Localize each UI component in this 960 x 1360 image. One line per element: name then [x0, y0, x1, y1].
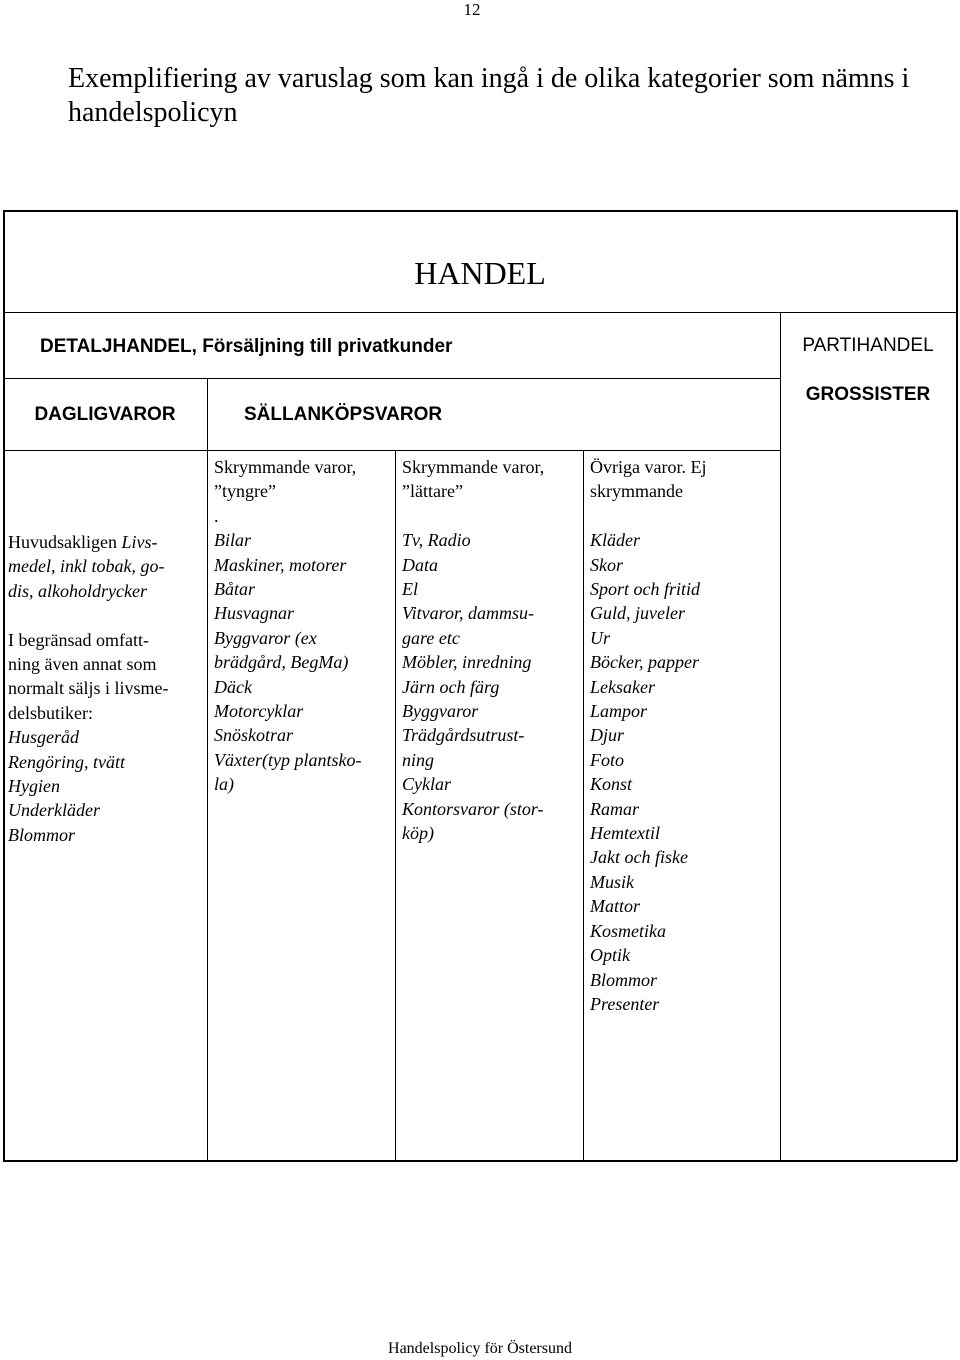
- ovriga-item: Kosmetika: [590, 920, 666, 941]
- tyngre-header-line: Skrymmande varor,: [214, 457, 357, 477]
- tyngre-item: brädgård, BegMa): [214, 652, 349, 673]
- ovriga-header-line: skrymmande: [590, 481, 683, 502]
- lattare-item: Data: [402, 554, 438, 575]
- ovriga-item: Böcker, papper: [590, 652, 699, 673]
- ovriga-item: Blommor: [590, 969, 657, 990]
- lattare-item: Järn och färg: [402, 676, 500, 697]
- dagligvaror-line: medel, inkl tobak, go-: [8, 556, 165, 577]
- dagligvaror-item: Underkläder: [8, 800, 100, 821]
- tyngre-item: Motorcyklar: [214, 701, 304, 722]
- ovriga-header-line: Övriga varor. Ej: [590, 457, 707, 477]
- dagligvaror-line: [8, 530, 204, 554]
- ovriga-item: Optik: [590, 945, 630, 966]
- dagligvaror-item: Husgeråd: [8, 727, 79, 748]
- ovriga-item: Konst: [590, 774, 633, 795]
- lattare-item: Cyklar: [402, 774, 451, 795]
- ovriga-item: Djur: [590, 725, 625, 746]
- lattare-item: Tv, Radio: [402, 530, 471, 551]
- page-number: 12: [463, 0, 481, 19]
- header-dagligvaror: DAGLIGVAROR: [34, 404, 176, 425]
- tyngre-item: Båtar: [214, 579, 256, 600]
- ovriga-item: Kläder: [590, 530, 641, 551]
- ovriga-item: Leksaker: [590, 676, 655, 697]
- lattare-item: Kontorsvaror (stor-: [402, 798, 544, 819]
- lattare-header-line: Skrymmande varor,: [402, 457, 545, 477]
- lattare-item: Byggvaror: [402, 701, 479, 722]
- tyngre-item: Bilar: [214, 530, 252, 551]
- lattare-header-line: ”lättare”: [402, 481, 463, 502]
- tyngre-item: Maskiner, motorer: [214, 554, 347, 575]
- lattare-cell: [402, 455, 582, 845]
- ovriga-item: Mattor: [590, 896, 641, 917]
- lattare-item: köp): [402, 823, 434, 844]
- dagligvaror-item: Blommor: [8, 824, 75, 845]
- ovriga-item: Jakt och fiske: [590, 847, 688, 868]
- tyngre-cell: [214, 455, 394, 797]
- dagligvaror-line: I begränsad omfatt-: [8, 629, 149, 650]
- tyngre-item: Byggvaror (ex: [214, 627, 317, 648]
- tyngre-item: Husvagnar: [214, 603, 294, 624]
- header-grossister: GROSSISTER: [805, 384, 931, 405]
- dagligvaror-text: Huvudsakligen: [8, 532, 122, 552]
- header-detaljhandel: DETALJHANDEL, Försäljning till privatkunder: [40, 336, 453, 357]
- ovriga-item: Hemtextil: [590, 823, 660, 844]
- lattare-item: Vitvaror, dammsu-: [402, 603, 534, 624]
- dagligvaror-text-italic: Livs-: [121, 532, 158, 552]
- ovriga-item: Guld, juveler: [590, 603, 685, 624]
- dagligvaror-line: delsbutiker:: [8, 702, 93, 723]
- ovriga-item: Lampor: [590, 701, 648, 722]
- tyngre-item: Växter(typ plantsko-: [214, 749, 362, 770]
- lattare-item: gare etc: [402, 627, 460, 648]
- document-title: Exemplifiering av varuslag som kan ingå i de olika kategorier som nämns i handelspolicyn: [68, 63, 910, 128]
- dagligvaror-item: Hygien: [8, 776, 60, 797]
- tyngre-dot: .: [214, 505, 219, 526]
- dagligvaror-line: dis, alkoholdrycker: [8, 580, 147, 601]
- ovriga-item: Ramar: [590, 798, 639, 819]
- ovriga-item: Foto: [590, 749, 624, 770]
- ovriga-item: Ur: [590, 627, 611, 648]
- tyngre-item: la): [214, 774, 234, 795]
- lattare-item: Trädgårdsutrust-: [402, 725, 525, 746]
- tyngre-item: Däck: [214, 676, 252, 697]
- ovriga-cell: [590, 455, 778, 1016]
- tyngre-header-line: ”tyngre”: [214, 481, 276, 502]
- dagligvaror-item: Rengöring, tvätt: [8, 751, 125, 772]
- lattare-item: Möbler, inredning: [402, 652, 532, 673]
- header-handel: HANDEL: [414, 255, 546, 291]
- lattare-item: El: [402, 579, 418, 600]
- header-partihandel: PARTIHANDEL: [802, 335, 934, 356]
- ovriga-item: Presenter: [590, 993, 660, 1014]
- dagligvaror-line: normalt säljs i livsme-: [8, 678, 169, 699]
- lattare-item: ning: [402, 749, 435, 770]
- tyngre-item: Snöskotrar: [214, 725, 294, 746]
- ovriga-item: Skor: [590, 554, 623, 575]
- ovriga-item: Sport och fritid: [590, 579, 701, 600]
- dagligvaror-line: ning även annat som: [8, 654, 157, 675]
- header-sallankopsvaror: SÄLLANKÖPSVAROR: [244, 404, 443, 425]
- page-footer: Handelspolicy för Östersund: [388, 1340, 572, 1357]
- dagligvaror-cell: [8, 530, 204, 847]
- ovriga-item: Musik: [590, 871, 634, 892]
